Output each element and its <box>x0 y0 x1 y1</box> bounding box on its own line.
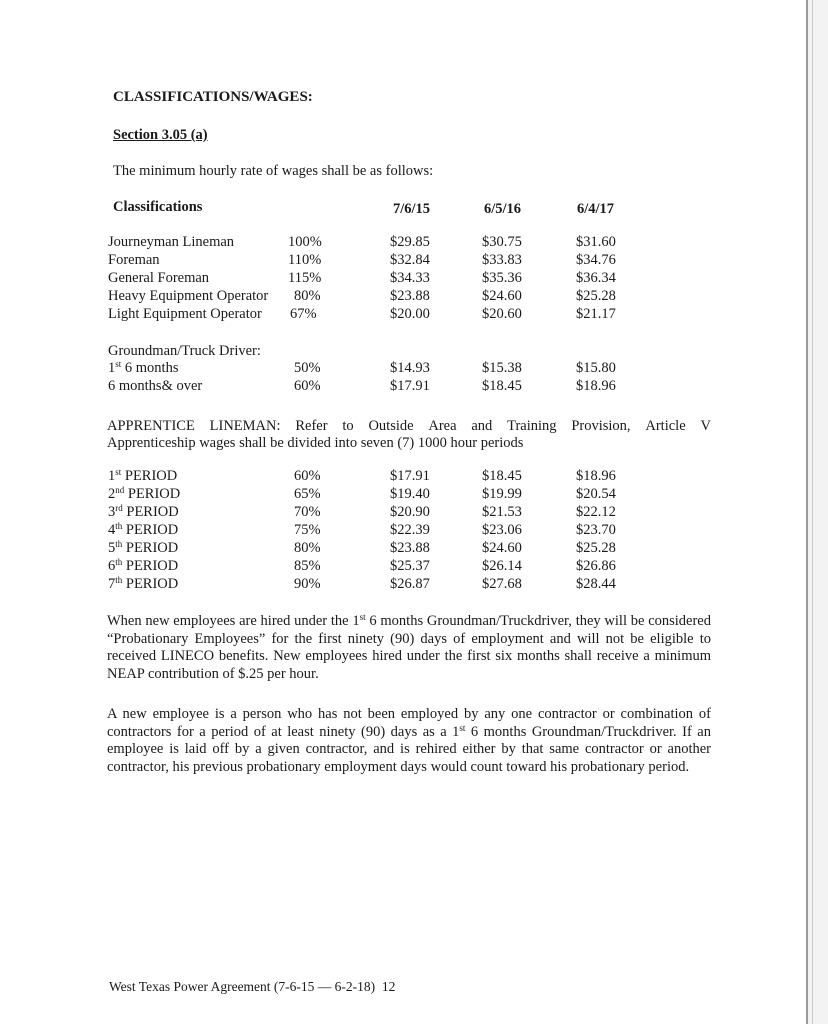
classification-name: General Foreman <box>108 270 210 286</box>
period-pct: 70% <box>294 504 321 520</box>
period-label <box>108 522 178 539</box>
wage-cell: $32.84 <box>390 252 430 268</box>
ordinal-suffix: st <box>459 722 466 733</box>
page-heading: CLASSIFICATIONS/WAGES: <box>113 89 313 105</box>
wage-cell: $23.88 <box>390 540 430 556</box>
groundman-row-label <box>108 360 178 377</box>
ordinal-number: 5 <box>108 540 116 556</box>
heading-word: Provision, <box>571 418 631 434</box>
ordinal-suffix: rd <box>115 503 123 513</box>
wage-cell: $18.45 <box>482 468 522 484</box>
period-name: PERIOD <box>121 468 178 484</box>
wage-cell: $15.80 <box>576 360 616 376</box>
wage-cell: $20.60 <box>482 306 522 322</box>
wage-cell: $18.96 <box>576 378 616 394</box>
wage-cell: $27.68 <box>482 576 522 592</box>
heading-word: APPRENTICE <box>107 418 195 434</box>
classification-name: Light Equipment Operator <box>108 306 262 322</box>
groundman-row-name: 6 months <box>121 360 179 376</box>
classification-pct: 110% <box>288 252 322 268</box>
wage-cell: $34.33 <box>390 270 430 286</box>
period-pct: 90% <box>294 576 321 592</box>
period-label <box>108 558 178 575</box>
wage-cell: $24.60 <box>482 540 522 556</box>
period-name: PERIOD <box>122 522 179 538</box>
wage-cell: $23.06 <box>482 522 522 538</box>
classification-name: Foreman <box>108 252 160 268</box>
wage-cell: $18.96 <box>576 468 616 484</box>
ordinal-suffix: st <box>359 612 366 622</box>
ordinal-suffix: th <box>115 575 123 585</box>
classification-name: Heavy Equipment Operator <box>108 288 269 304</box>
period-label <box>108 468 177 485</box>
wage-cell: $21.53 <box>482 504 522 520</box>
ordinal-suffix: th <box>115 539 123 549</box>
footer-title: West Texas Power Agreement (7-6-15 — 6-2-18) <box>109 979 376 994</box>
period-name: PERIOD <box>122 576 179 592</box>
period-label <box>108 576 178 593</box>
heading-word: Refer <box>295 418 328 434</box>
groundman-pct: 60% <box>294 378 321 394</box>
ordinal-suffix: st <box>115 467 122 477</box>
ordinal-number: 3 <box>108 504 116 520</box>
wage-cell: $25.28 <box>576 540 616 556</box>
ordinal-suffix: th <box>115 557 123 567</box>
period-name: PERIOD <box>122 504 179 520</box>
apprentice-heading <box>107 417 711 435</box>
heading-word: V <box>700 418 711 434</box>
period-pct: 65% <box>294 486 321 502</box>
groundman-row-name: 6 months& over <box>108 378 203 394</box>
period-pct: 80% <box>294 540 321 556</box>
new-employee-paragraph <box>107 706 711 776</box>
heading-word: Article <box>645 418 686 434</box>
classification-pct: 100% <box>288 234 322 250</box>
ordinal-suffix: nd <box>115 485 125 495</box>
page-footer <box>109 979 395 995</box>
wage-cell: $30.75 <box>482 234 522 250</box>
wage-cell: $21.17 <box>576 306 616 322</box>
ordinal-suffix: st <box>115 359 122 369</box>
wage-cell: $23.88 <box>390 288 430 304</box>
wage-cell: $19.99 <box>482 486 522 502</box>
wage-cell: $20.00 <box>390 306 430 322</box>
wage-cell: $26.87 <box>390 576 430 592</box>
wage-cell: $34.76 <box>576 252 616 268</box>
period-pct: 60% <box>294 468 321 484</box>
wage-cell: $22.39 <box>390 522 430 538</box>
ordinal-number: 6 <box>108 558 116 574</box>
wage-cell: $17.91 <box>390 378 430 394</box>
groundman-title: Groundman/Truck Driver: <box>108 343 261 359</box>
wage-cell: $25.37 <box>390 558 430 574</box>
period-name: PERIOD <box>124 486 181 502</box>
para-text: 6 months Groundman/Truckdriver. If an employee is laid off by a given contractor, and is rehired either by that same contractor or another contractor, his previous probationary employment days would count toward his probationary period. <box>107 723 711 775</box>
para-text: A new employee is a person who has not been employed by any one contractor or combination of contractors for a period of at least ninety (90) days as a 1 <box>107 706 711 740</box>
section-title: Section 3.05 (a) <box>113 127 208 143</box>
ordinal-number: 1 <box>108 468 116 484</box>
page-number: 12 <box>381 979 396 994</box>
wage-cell: $18.45 <box>482 378 522 394</box>
wage-cell: $24.60 <box>482 288 522 304</box>
wage-cell: $20.54 <box>576 486 616 502</box>
apprentice-subheading: Apprenticeship wages shall be divided into seven (7) 1000 hour periods <box>107 435 524 451</box>
classification-pct: 80% <box>294 288 321 304</box>
wage-cell: $15.38 <box>482 360 522 376</box>
probationary-paragraph <box>107 613 711 683</box>
heading-word: to <box>342 418 354 434</box>
heading-word: and <box>471 418 493 434</box>
wage-cell: $19.40 <box>390 486 430 502</box>
wage-cell: $33.83 <box>482 252 522 268</box>
intro-text: The minimum hourly rate of wages shall be as follows: <box>113 163 434 179</box>
wage-cell: $28.44 <box>576 576 616 592</box>
wage-cell: $29.85 <box>390 234 430 250</box>
wage-cell: $22.12 <box>576 504 616 520</box>
page-edge-shadow <box>812 0 813 1024</box>
groundman-pct: 50% <box>294 360 321 376</box>
period-name: PERIOD <box>122 540 179 556</box>
ordinal-number: 1 <box>108 360 116 376</box>
classification-pct: 115% <box>288 270 322 286</box>
ordinal-number: 7 <box>108 576 116 592</box>
classification-pct: 67% <box>290 306 317 322</box>
wage-cell: $14.93 <box>390 360 430 376</box>
period-pct: 85% <box>294 558 321 574</box>
date-header-3: 6/4/17 <box>577 201 615 217</box>
wage-cell: $23.70 <box>576 522 616 538</box>
para-text: When new employees are hired under the 1 <box>107 613 360 629</box>
wage-cell: $31.60 <box>576 234 616 250</box>
heading-word: Outside <box>368 418 414 434</box>
period-pct: 75% <box>294 522 321 538</box>
heading-word: LINEMAN: <box>209 418 281 434</box>
ordinal-number: 2 <box>108 486 116 502</box>
period-label <box>108 486 180 503</box>
period-name: PERIOD <box>122 558 179 574</box>
wage-cell: $36.34 <box>576 270 616 286</box>
heading-word: Area <box>428 418 457 434</box>
wage-cell: $26.14 <box>482 558 522 574</box>
ordinal-number: 4 <box>108 522 116 538</box>
period-label <box>108 540 178 557</box>
wage-cell: $20.90 <box>390 504 430 520</box>
classification-name: Journeyman Lineman <box>108 234 235 250</box>
page-edge <box>806 0 808 1024</box>
heading-word: Training <box>507 418 557 434</box>
para-text: 6 months Groundman/Truckdriver, they will be considered “Probationary Employees” for the first ninety (90) days of employment and will not be eligible to received LINECO benefits. New employees hired under the first six months shall receive a minimum NEAP contribution of $.25 per hour. <box>107 613 711 682</box>
date-header-2: 6/5/16 <box>484 201 522 217</box>
wage-cell: $26.86 <box>576 558 616 574</box>
ordinal-suffix: th <box>115 521 123 531</box>
classifications-header: Classifications <box>113 199 203 215</box>
wage-cell: $35.36 <box>482 270 522 286</box>
period-label <box>108 504 179 521</box>
date-header-1: 7/6/15 <box>393 201 431 217</box>
wage-cell: $25.28 <box>576 288 616 304</box>
wage-cell: $17.91 <box>390 468 430 484</box>
